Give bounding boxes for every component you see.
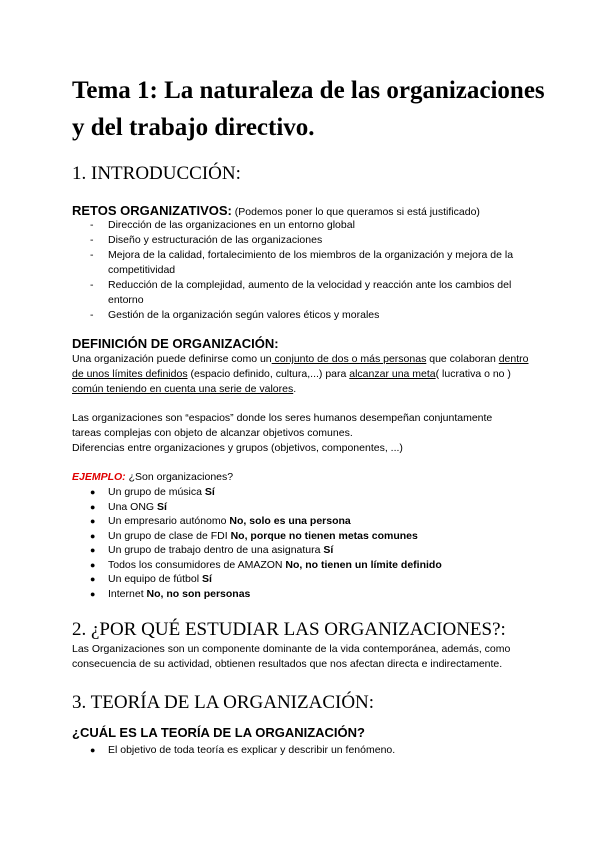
- item-text: El objetivo de toda teoría es explicar y describir un fenómeno.: [108, 744, 396, 756]
- definicion-text: ( lucrativa o no ): [435, 368, 511, 380]
- item-text: Un grupo de música: [108, 486, 205, 498]
- list-item: [72, 558, 532, 573]
- retos-list: [72, 218, 532, 323]
- list-item-text: Diseño y estructuración de las organizaciones: [108, 234, 323, 246]
- list-item: - Gestión de la organización según valores éticos y morales: [90, 309, 380, 321]
- item-text: Una ONG: [108, 500, 158, 513]
- item-text: Un grupo de clase de FDI: [108, 529, 231, 542]
- list-item-text: Mejora de la calidad, fortalecimiento de los miembros de la organización y mejora de la competitividad: [108, 249, 514, 276]
- section-1-heading: 1. INTRODUCCIÓN:: [72, 163, 241, 184]
- definicion-text: Una organización puede definirse como un: [72, 353, 272, 365]
- retos-note: (Podemos poner lo que queramos si está justificado): [231, 206, 480, 218]
- definicion-underlined: alcanzar una meta: [349, 368, 436, 380]
- ejemplo-line: [72, 470, 532, 485]
- bullet-icon: ●: [90, 530, 96, 541]
- bullet-icon: ●: [90, 588, 96, 599]
- item-text: Internet: [108, 587, 147, 600]
- list-item: - Mejora de la calidad, fortalecimiento de los miembros de la organización y mejora de la competitividad: [90, 249, 514, 276]
- list-item-text: Dirección de las organizaciones en un entorno global: [108, 219, 355, 231]
- list-item: - Diseño y estructuración de las organizaciones: [90, 234, 323, 246]
- list-item: [72, 514, 532, 529]
- teoria-list: [72, 743, 532, 758]
- bullet-icon: ●: [90, 559, 96, 570]
- list-item: - Reducción de la complejidad, aumento de la velocidad y reacción ante los cambios del entorno: [90, 279, 512, 306]
- item-answer: No, no son personas: [146, 587, 251, 600]
- diferencias-paragraph: Diferencias entre organizaciones y grupos (objetivos, componentes, ...): [72, 442, 403, 454]
- definicion-underlined: conjunto de dos o más personas: [271, 353, 427, 365]
- list-item: [72, 543, 532, 558]
- item-answer: Sí: [323, 544, 334, 556]
- ejemplo-label: EJEMPLO:: [72, 471, 126, 483]
- list-item: [72, 743, 532, 758]
- item-answer: No, solo es una persona: [229, 515, 351, 527]
- bullet-icon: ●: [90, 516, 96, 526]
- item-answer: Sí: [202, 573, 212, 585]
- item-answer: Sí: [204, 486, 215, 498]
- item-answer: No, porque no tienen metas comunes: [230, 529, 418, 542]
- definicion-paragraph: [72, 352, 532, 397]
- bullet-icon: ●: [90, 745, 96, 755]
- section-2-heading: 2. ¿POR QUÉ ESTUDIAR LAS ORGANIZACIONES?:: [72, 619, 506, 640]
- bullet-icon: ●: [90, 545, 96, 555]
- definicion-underlined: dentro de unos límites definidos: [72, 353, 529, 380]
- item-text: Un grupo de trabajo dentro de una asignatura: [108, 544, 324, 556]
- bullet-icon: ●: [90, 487, 96, 497]
- definicion-text: (espacio definido, cultura,...) para: [187, 368, 350, 380]
- section-2-paragraph: Las Organizaciones son un componente dominante de la vida contemporánea, además, como consecuencia de su actividad, obtienen resultados que nos afectan directa e indirectamente.: [72, 643, 511, 670]
- list-item: [72, 485, 532, 500]
- list-item: [72, 587, 532, 602]
- teoria-subheading: ¿CUÁL ES LA TEORÍA DE LA ORGANIZACIÓN?: [72, 725, 365, 740]
- list-item: [72, 529, 532, 544]
- ejemplo-question: ¿Son organizaciones?: [125, 471, 234, 483]
- list-item-text: Gestión de la organización según valores éticos y morales: [108, 309, 380, 321]
- list-item: [72, 572, 532, 587]
- item-text: Todos los consumidores de AMAZON: [108, 558, 286, 571]
- item-text: Un empresario autónomo: [108, 515, 230, 527]
- definicion-text: que colaboran: [426, 353, 499, 365]
- item-answer: No, no tienen un límite definido: [285, 558, 442, 571]
- list-item: - Dirección de las organizaciones en un entorno global: [90, 219, 355, 231]
- item-answer: Sí: [157, 500, 167, 513]
- retos-heading-text: RETOS ORGANIZATIVOS:: [72, 203, 232, 218]
- list-item-text: Reducción de la complejidad, aumento de la velocidad y reacción ante los cambios del entorno: [108, 279, 512, 306]
- section-3-heading: 3. TEORÍA DE LA ORGANIZACIÓN:: [72, 692, 375, 713]
- bullet-icon: ●: [90, 501, 96, 512]
- item-text: Un equipo de fútbol: [108, 573, 202, 585]
- bullet-icon: ●: [90, 574, 96, 584]
- list-item: [72, 500, 532, 515]
- page-title: Tema 1: La naturaleza de las organizaciones y del trabajo directivo.: [72, 77, 545, 141]
- ejemplo-list: [72, 485, 532, 601]
- definicion-heading: DEFINICIÓN DE ORGANIZACIÓN:: [72, 336, 279, 351]
- espacios-paragraph: Las organizaciones son “espacios” donde los seres humanos desempeñan conjuntamente tareas complejas con objeto de alcanzar objetivos comunes.: [72, 412, 493, 439]
- definicion-text: .: [293, 383, 297, 395]
- definicion-underlined: común teniendo en cuenta una serie de valores: [72, 383, 294, 395]
